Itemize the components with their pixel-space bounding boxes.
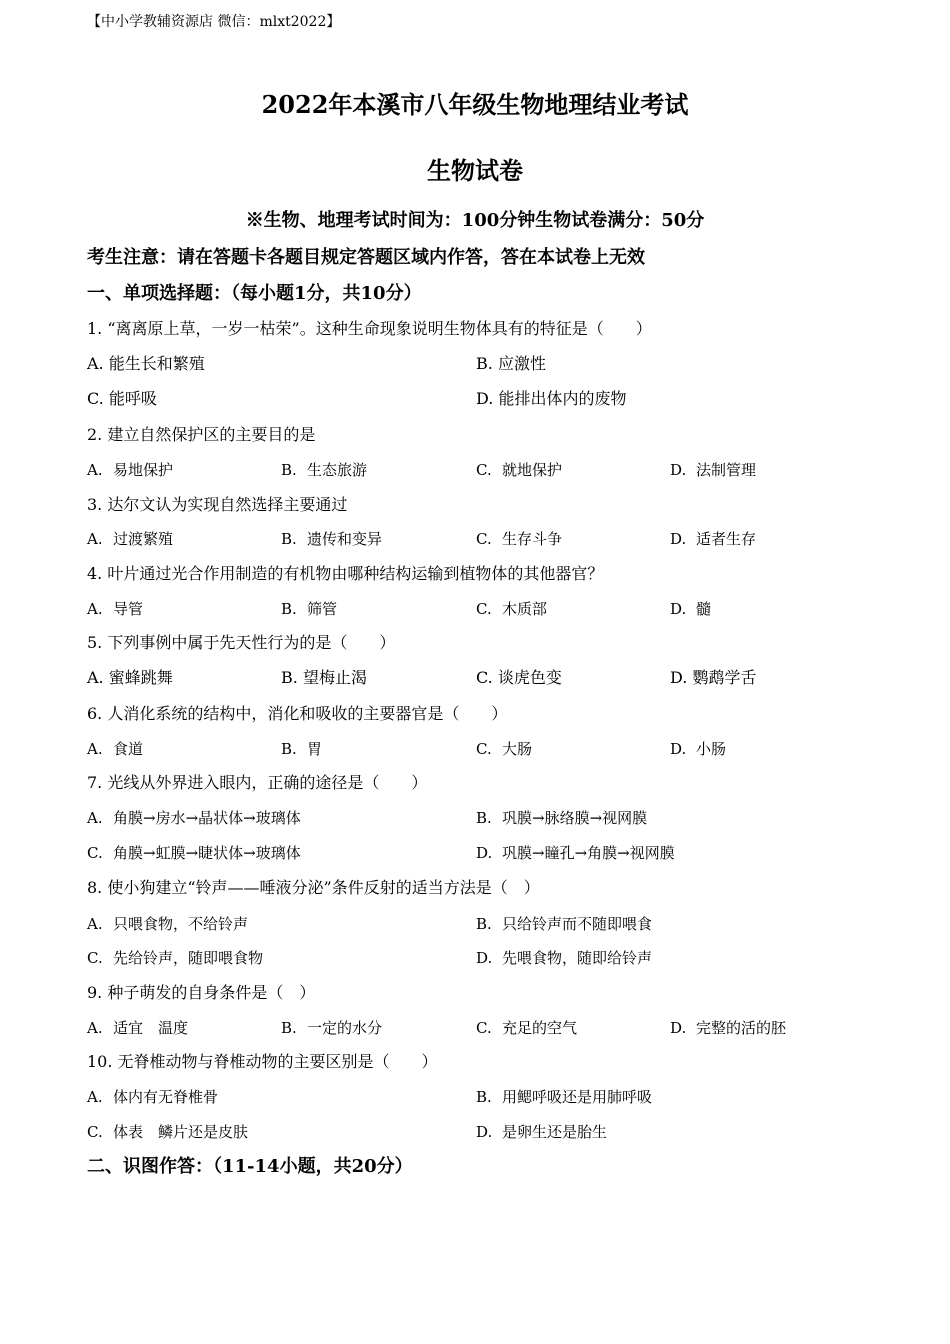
option-letter: C. bbox=[87, 949, 103, 967]
option-5b bbox=[281, 667, 367, 689]
option-letter: C. bbox=[476, 530, 492, 548]
option-letter: D. bbox=[670, 740, 687, 758]
option-text: 谈虎色变 bbox=[497, 668, 562, 687]
header-watermark: 【中小学教辅资源店 微信：mlxt2022】 bbox=[87, 14, 341, 30]
option-letter: A. bbox=[87, 600, 103, 618]
question-10: 10. 无脊椎动物与脊椎动物的主要区别是（ ） bbox=[87, 1052, 438, 1071]
option-letter: A. bbox=[87, 809, 103, 827]
option-letter: C. bbox=[476, 461, 492, 479]
option-letter: C. bbox=[476, 740, 492, 758]
option-7a bbox=[87, 807, 301, 829]
option-text: 生存斗争 bbox=[502, 530, 563, 548]
option-text: 小肠 bbox=[696, 740, 727, 758]
option-text: 望梅止渴 bbox=[302, 668, 367, 687]
option-letter: B. bbox=[281, 1019, 297, 1037]
section-1-heading: 一、单项选择题：（每小题1分，共10分） bbox=[87, 283, 422, 304]
option-text: 食道 bbox=[113, 740, 144, 758]
option-10b bbox=[476, 1086, 652, 1108]
option-2b bbox=[281, 459, 367, 481]
option-letter: B. bbox=[281, 740, 297, 758]
option-1c bbox=[87, 388, 157, 410]
option-1b bbox=[476, 353, 546, 375]
option-letter: D. bbox=[476, 389, 494, 408]
option-text: 过渡繁殖 bbox=[113, 530, 174, 548]
option-letter: B. bbox=[281, 530, 297, 548]
option-text: 先给铃声，随即喂食物 bbox=[113, 949, 264, 967]
question-4: 4. 叶片通过光合作用制造的有机物由哪种结构运输到植物体的其他器官？ bbox=[87, 564, 604, 583]
option-9d bbox=[670, 1017, 786, 1039]
option-5a bbox=[87, 667, 173, 689]
option-text: 生态旅游 bbox=[307, 461, 368, 479]
candidate-note: 考生注意：请在答题卡各题目规定答题区域内作答，答在本试卷上无效 bbox=[87, 247, 645, 268]
option-text: 体内有无脊椎骨 bbox=[113, 1088, 219, 1106]
option-7d bbox=[476, 842, 675, 864]
option-text: 只给铃声而不随即喂食 bbox=[502, 915, 653, 933]
option-9b bbox=[281, 1017, 382, 1039]
option-letter: D. bbox=[670, 600, 687, 618]
question-7: 7. 光线从外界进入眼内，正确的途径是（ ） bbox=[87, 773, 428, 792]
option-text: 易地保护 bbox=[113, 461, 174, 479]
option-letter: B. bbox=[476, 809, 492, 827]
option-6a bbox=[87, 738, 143, 760]
option-text: 筛管 bbox=[307, 600, 338, 618]
option-letter: A. bbox=[87, 668, 104, 687]
option-5c bbox=[476, 667, 562, 689]
question-9: 9. 种子萌发的自身条件是（ ） bbox=[87, 983, 316, 1002]
question-6: 6. 人消化系统的结构中，消化和吸收的主要器官是（ ） bbox=[87, 704, 508, 723]
option-6c bbox=[476, 738, 532, 760]
option-letter: C. bbox=[476, 1019, 492, 1037]
section-2-heading: 二、识图作答：（11-14小题，共20分） bbox=[87, 1156, 413, 1177]
option-text: 应激性 bbox=[497, 354, 546, 373]
option-text: 是卵生还是胎生 bbox=[502, 1123, 608, 1141]
option-7b bbox=[476, 807, 647, 829]
option-letter: D. bbox=[476, 1123, 493, 1141]
option-text: 能呼吸 bbox=[108, 389, 157, 408]
option-text: 导管 bbox=[113, 600, 144, 618]
option-8d bbox=[476, 947, 652, 969]
option-letter: C. bbox=[87, 389, 104, 408]
option-3b bbox=[281, 528, 382, 550]
question-2: 2. 建立自然保护区的主要目的是 bbox=[87, 425, 316, 444]
option-text: 一定的水分 bbox=[307, 1019, 383, 1037]
exam-subtitle: 生物试卷 bbox=[427, 156, 523, 185]
option-1d bbox=[476, 388, 626, 410]
option-letter: A. bbox=[87, 354, 104, 373]
option-10c bbox=[87, 1121, 248, 1143]
option-3a bbox=[87, 528, 173, 550]
option-8a bbox=[87, 913, 248, 935]
option-letter: C. bbox=[476, 668, 493, 687]
option-text: 髓 bbox=[696, 600, 712, 618]
option-5d bbox=[670, 667, 756, 689]
option-letter: D. bbox=[670, 530, 687, 548]
option-letter: B. bbox=[476, 354, 493, 373]
option-text: 只喂食物，不给铃声 bbox=[113, 915, 249, 933]
option-10a bbox=[87, 1086, 218, 1108]
option-text: 先喂食物，随即给铃声 bbox=[502, 949, 653, 967]
option-text: 能生长和繁殖 bbox=[108, 354, 205, 373]
option-text: 遗传和变异 bbox=[307, 530, 383, 548]
option-7c bbox=[87, 842, 301, 864]
option-text: 鹦鹉学舌 bbox=[692, 668, 757, 687]
option-letter: C. bbox=[87, 844, 103, 862]
option-8b bbox=[476, 913, 652, 935]
option-letter: B. bbox=[281, 461, 297, 479]
option-text: 适宜 温度 bbox=[113, 1019, 189, 1037]
option-text: 巩膜→瞳孔→角膜→视网膜 bbox=[502, 844, 675, 862]
question-5: 5. 下列事例中属于先天性行为的是（ ） bbox=[87, 633, 396, 652]
option-2c bbox=[476, 459, 562, 481]
option-letter: D. bbox=[670, 668, 688, 687]
option-text: 大肠 bbox=[502, 740, 533, 758]
option-text: 就地保护 bbox=[502, 461, 563, 479]
option-letter: D. bbox=[476, 844, 493, 862]
option-letter: B. bbox=[281, 600, 297, 618]
exam-title: 2022年本溪市八年级生物地理结业考试 bbox=[261, 90, 689, 119]
option-letter: A. bbox=[87, 1088, 103, 1106]
option-3d bbox=[670, 528, 756, 550]
option-1a bbox=[87, 353, 205, 375]
option-text: 充足的空气 bbox=[502, 1019, 578, 1037]
option-4a bbox=[87, 598, 143, 620]
option-text: 适者生存 bbox=[696, 530, 757, 548]
option-2d bbox=[670, 459, 756, 481]
option-9a bbox=[87, 1017, 188, 1039]
option-letter: B. bbox=[476, 1088, 492, 1106]
option-letter: A. bbox=[87, 1019, 103, 1037]
option-6d bbox=[670, 738, 726, 760]
option-text: 胃 bbox=[307, 740, 323, 758]
option-letter: A. bbox=[87, 530, 103, 548]
option-text: 能排出体内的废物 bbox=[498, 389, 627, 408]
option-8c bbox=[87, 947, 263, 969]
option-letter: C. bbox=[476, 600, 492, 618]
question-3: 3. 达尔文认为实现自然选择主要通过 bbox=[87, 495, 348, 514]
option-2a bbox=[87, 459, 173, 481]
exam-time-note: ※生物、地理考试时间为：100分钟生物试卷满分：50分 bbox=[245, 210, 705, 231]
option-4b bbox=[281, 598, 337, 620]
question-1: 1. “离离原上草，一岁一枯荣”。这种生命现象说明生物体具有的特征是（ ） bbox=[87, 319, 652, 338]
option-letter: B. bbox=[281, 668, 298, 687]
option-text: 用鳃呼吸还是用肺呼吸 bbox=[502, 1088, 653, 1106]
option-text: 完整的活的胚 bbox=[696, 1019, 787, 1037]
option-text: 法制管理 bbox=[696, 461, 757, 479]
option-letter: A. bbox=[87, 461, 103, 479]
option-text: 蜜蜂跳舞 bbox=[108, 668, 173, 687]
question-8: 8. 使小狗建立“铃声——唾液分泌”条件反射的适当方法是（ ） bbox=[87, 878, 540, 897]
option-letter: A. bbox=[87, 915, 103, 933]
option-letter: D. bbox=[476, 949, 493, 967]
option-4d bbox=[670, 598, 711, 620]
option-text: 角膜→房水→晶状体→玻璃体 bbox=[113, 809, 301, 827]
option-4c bbox=[476, 598, 547, 620]
option-letter: D. bbox=[670, 1019, 687, 1037]
option-10d bbox=[476, 1121, 607, 1143]
option-text: 巩膜→脉络膜→视网膜 bbox=[502, 809, 648, 827]
option-9c bbox=[476, 1017, 577, 1039]
option-text: 木质部 bbox=[502, 600, 548, 618]
option-letter: C. bbox=[87, 1123, 103, 1141]
option-text: 角膜→虹膜→睫状体→玻璃体 bbox=[113, 844, 301, 862]
option-text: 体表 鳞片还是皮肤 bbox=[113, 1123, 249, 1141]
option-3c bbox=[476, 528, 562, 550]
option-letter: B. bbox=[476, 915, 492, 933]
option-letter: D. bbox=[670, 461, 687, 479]
option-letter: A. bbox=[87, 740, 103, 758]
option-6b bbox=[281, 738, 322, 760]
